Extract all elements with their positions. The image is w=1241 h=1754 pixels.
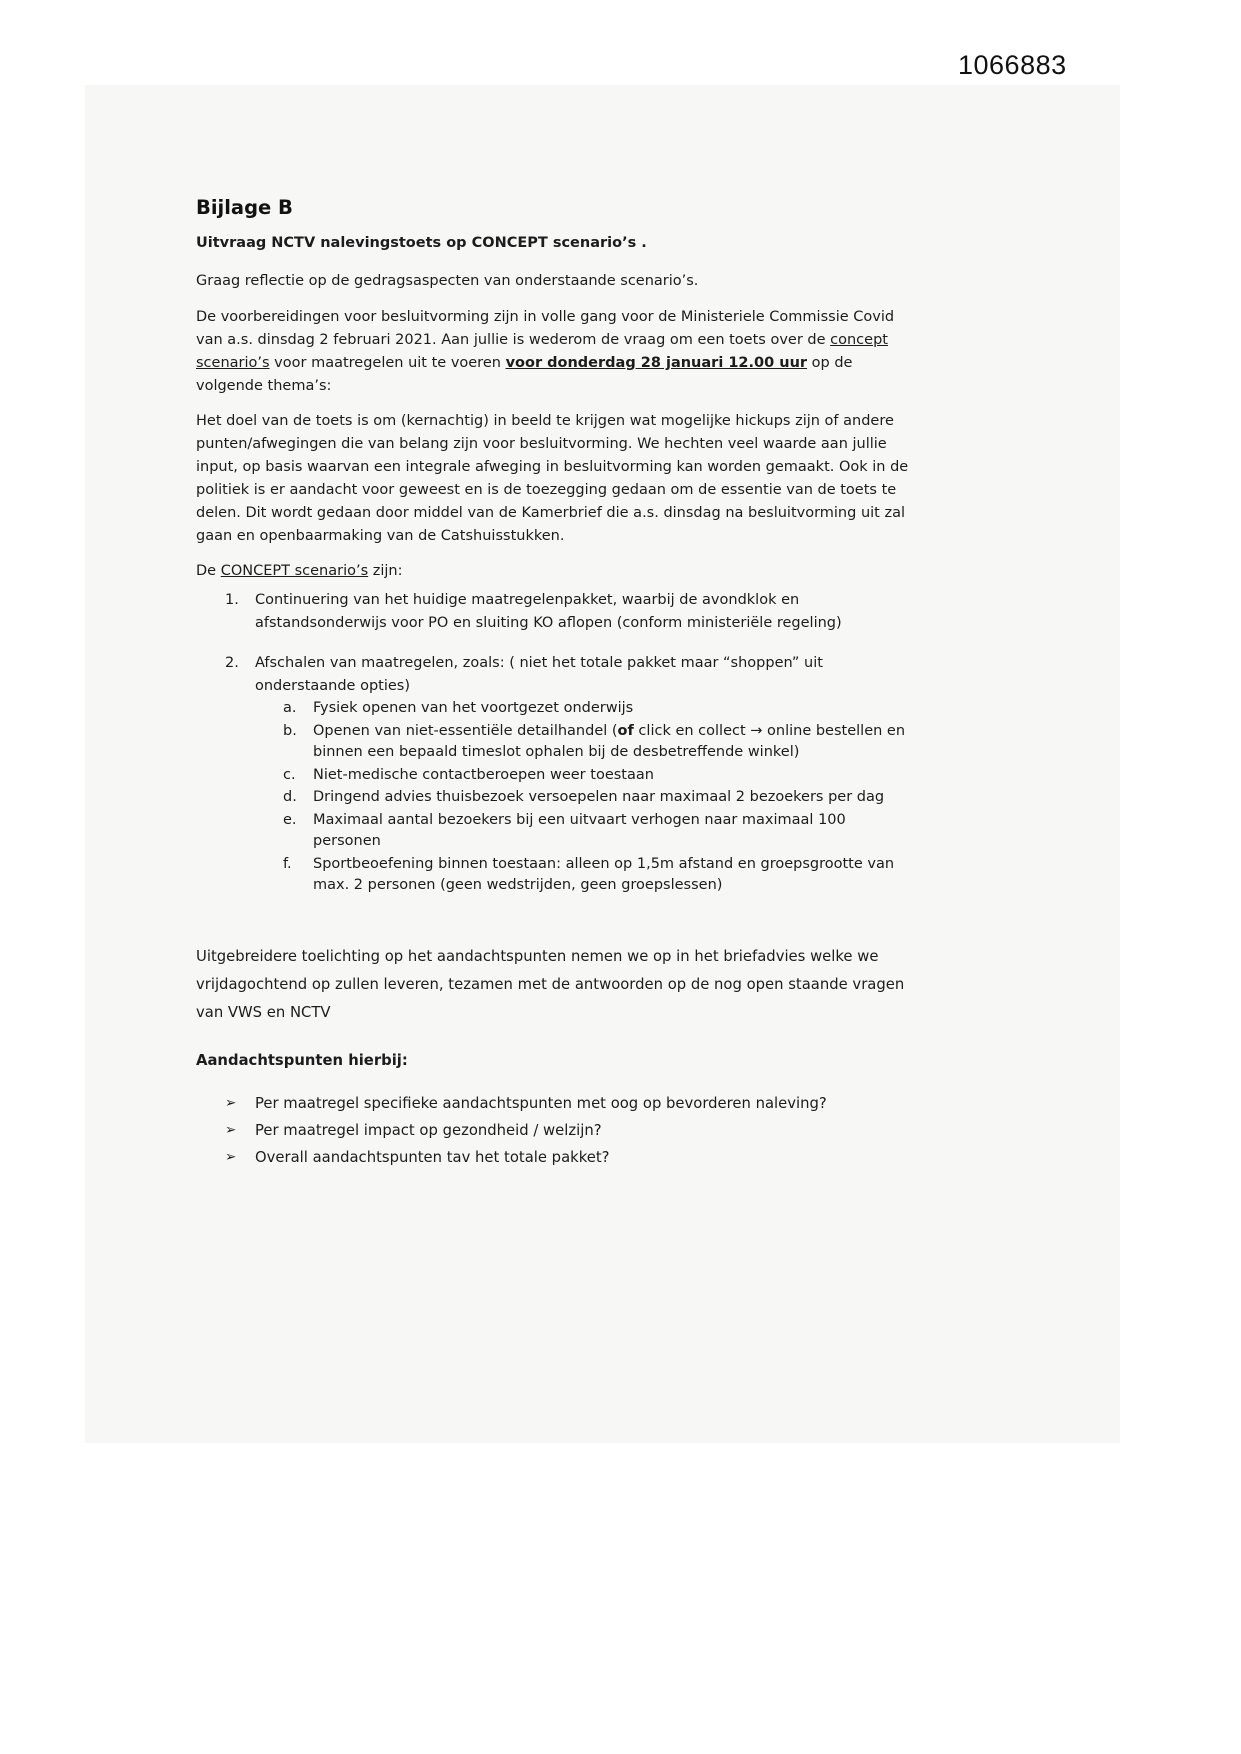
scenarios-intro-line [196, 560, 912, 583]
text-run: Openen van niet-essentiële detailhandel ( [313, 722, 618, 739]
attention-bullet-3-text: Overall aandachtspunten tav het totale pakket? [255, 1148, 610, 1166]
document-number: 1066883 [958, 50, 1067, 80]
arrow-bullet-icon: ➢ [225, 1121, 237, 1138]
paragraph-preparations [196, 306, 912, 398]
text-run: De voorbereidingen voor besluitvorming zijn in volle gang voor de Ministeriele Commissie Covid van a.s. dinsdag 2 februari 2021. Aan jullie is wederom de vraag om een toets over de [196, 309, 895, 348]
text-run: De [196, 563, 221, 579]
list-letter: b. [283, 722, 297, 739]
sub-item-f-text: Sportbeoefening binnen toestaan: alleen op 1,5m afstand en groepsgrootte van max. 2 personen (geen wedstrijden, geen groepslessen) [313, 855, 895, 893]
text-run: op de volgende thema’s: [196, 355, 853, 394]
text-run: voor maatregelen uit te voeren [269, 355, 506, 371]
attention-bullet-1-text: Per maatregel specifieke aandachtspunten met oog op bevorderen naleving? [255, 1094, 827, 1112]
text-run: zijn: [368, 563, 403, 579]
scenario-sublist [196, 698, 912, 897]
scenario-list [196, 589, 912, 897]
list-letter: d. [283, 789, 297, 805]
sub-item-e-text: Maximaal aantal bezoekers bij een uitvaart verhogen naar maximaal 100 personen [313, 811, 846, 849]
underlined-scenarios-text: CONCEPT scenario’s [220, 563, 369, 579]
list-letter: c. [283, 766, 296, 783]
sub-item-b-text [313, 721, 912, 764]
scenario-item-1-text: Continuering van het huidige maatregelenpakket, waarbij de avondklok en afstandsonderwijs voor PO en sluiting KO aflopen (conform ministeriële regeling) [255, 592, 842, 631]
sub-item-e [196, 810, 912, 853]
underlined-concept-text: concept scenario’s [196, 332, 888, 371]
arrow-bullet-icon: ➢ [225, 1094, 237, 1111]
scenario-item-2-text: Afschalen van maatregelen, zoals: ( niet het totale pakket maar “shoppen” uit onderstaande opties) [255, 655, 823, 694]
list-number: 1. [225, 592, 239, 608]
document-content [196, 196, 912, 1174]
attention-bullet-2-text: Per maatregel impact op gezondheid / welzijn? [255, 1121, 602, 1139]
sub-item-d [196, 787, 912, 809]
list-letter: f. [283, 855, 292, 872]
attention-bullet-2 [196, 1120, 912, 1141]
list-letter: e. [283, 811, 297, 828]
paragraph-goal: Het doel van de toets is om (kernachtig) in beeld te krijgen wat mogelijke hickups zijn of andere punten/afwegingen die van belang zijn voor besluitvorming. We hechten veel waarde aan jullie input, op basis waarvan een integrale afweging in besluitvorming kan worden gemaakt. Ook in de politiek is er aandacht voor geweest en is de toezegging gedaan om de essentie van de toets te delen. Dit wordt gedaan door middel van de Kamerbrief die a.s. dinsdag na besluitvorming uit zal gaan en openbaarmaking van de Catshuisstukken. [196, 413, 909, 544]
intro-line: Graag reflectie op de gedragsaspecten van onderstaande scenario’s. [196, 273, 699, 289]
sub-item-d-text: Dringend advies thuisbezoek versoepelen naar maximaal 2 bezoekers per dag [313, 789, 885, 805]
attention-bullet-1 [196, 1093, 912, 1114]
sub-item-a [196, 698, 912, 720]
deadline-text: voor donderdag 28 januari 12.00 uur [505, 355, 808, 371]
arrow-bullet-icon: ➢ [225, 1148, 237, 1165]
attention-bullet-3 [196, 1147, 912, 1168]
list-letter: a. [283, 700, 297, 716]
sub-item-f [196, 854, 912, 897]
sub-item-c [196, 765, 912, 787]
sub-item-c-text: Niet-medische contactberoepen weer toestaan [313, 766, 654, 783]
subject-line: Uitvraag NCTV nalevingstoets op CONCEPT scenario’s . [196, 235, 647, 251]
scenario-item-2 [196, 652, 912, 698]
text-run: click en collect → online bestellen en binnen een bepaald timeslot ophalen bij de desbetreffende winkel) [313, 722, 906, 760]
sub-item-b [196, 721, 912, 764]
scenario-item-1 [196, 589, 912, 635]
list-number: 2. [225, 655, 239, 671]
attention-bullet-list [196, 1093, 912, 1168]
sub-item-a-text: Fysiek openen van het voortgezet onderwijs [313, 700, 634, 716]
bold-of-text: of [617, 722, 634, 739]
closing-paragraph: Uitgebreidere toelichting op het aandachtspunten nemen we op in het briefadvies welke we vrijdagochtend op zullen leveren, tezamen met de antwoorden op de nog open staande vragen van VWS en NCTV [196, 947, 905, 1021]
page-title: Bijlage B [196, 196, 293, 219]
attention-heading: Aandachtspunten hierbij: [196, 1051, 408, 1069]
